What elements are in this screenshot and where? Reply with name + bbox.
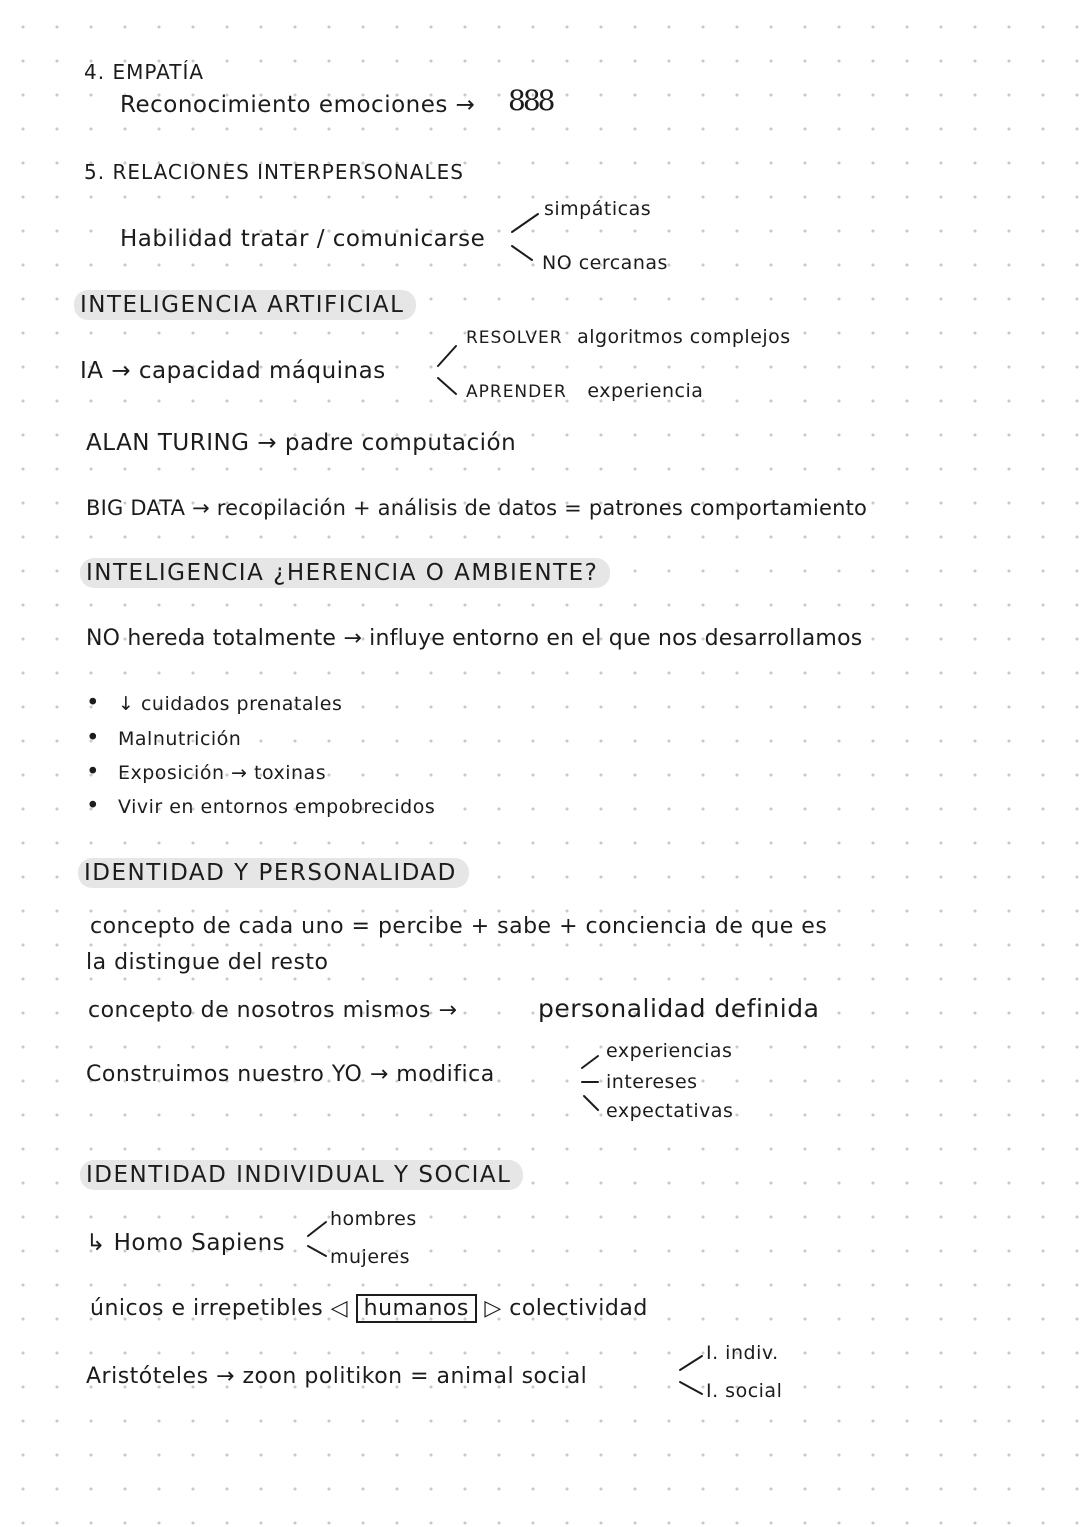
relaciones-branch-1: simpáticas — [544, 198, 652, 220]
social-line-2 — [90, 1296, 648, 1321]
ia-branch-1-rest: algoritmos complejos — [577, 326, 791, 348]
social-heading: IDENTIDAD INDIVIDUAL Y SOCIAL — [80, 1160, 523, 1190]
humanos-box: humanos — [356, 1294, 477, 1323]
list-item: ↓ cuidados prenatales — [118, 693, 343, 715]
list-item: Exposición → toxinas — [118, 762, 327, 784]
relaciones-title: 5. RELACIONES INTERPERSONALES — [84, 160, 464, 184]
social-line-3: Aristóteles → zoon politikon = animal social — [86, 1364, 588, 1389]
relaciones-line: Habilidad tratar / comunicarse — [120, 226, 486, 252]
identidad-branch-1: experiencias — [606, 1040, 733, 1062]
identidad-line-3a: concepto de nosotros mismos → — [88, 998, 458, 1023]
identidad-line-4: Construimos nuestro YO → modifica — [86, 1062, 495, 1087]
bullet-dot: • — [86, 759, 101, 785]
ia-line: IA → capacidad máquinas — [80, 358, 386, 384]
ia-bigdata: BIG DATA → recopilación + análisis de datos = patrones comportamiento — [86, 496, 868, 520]
herencia-heading: INTELIGENCIA ¿HERENCIA O AMBIENTE? — [80, 558, 610, 588]
bullet-dot: • — [86, 690, 101, 716]
empatia-line: Reconocimiento emociones → — [120, 92, 476, 118]
list-item: Vivir en entornos empobrecidos — [118, 796, 436, 818]
identidad-branch-3: expectativas — [606, 1100, 734, 1122]
identidad-heading: IDENTIDAD Y PERSONALIDAD — [78, 858, 469, 888]
herencia-line: NO hereda totalmente → influye entorno en el que nos desarrollamos — [86, 626, 863, 651]
relaciones-branch-2: NO cercanas — [542, 252, 668, 274]
ia-heading: INTELIGENCIA ARTIFICIAL — [74, 290, 416, 320]
social-branch-4: I. social — [706, 1380, 783, 1402]
identidad-line-3b: personalidad definida — [538, 994, 820, 1023]
identidad-line-1: concepto de cada uno = percibe + sabe + conciencia de que es — [90, 914, 828, 939]
ia-branch-1 — [466, 326, 791, 348]
social-line-2-a: únicos e irrepetibles ◁ — [90, 1296, 349, 1321]
ia-branch-2-rest: experiencia — [587, 380, 704, 402]
social-line-2-b: ▷ colectividad — [484, 1296, 648, 1321]
ia-turing: ALAN TURING → padre computación — [86, 430, 517, 456]
list-item: Malnutrición — [118, 728, 242, 750]
empatia-symbol: 888 — [508, 84, 553, 117]
identidad-line-2: la distingue del resto — [86, 950, 329, 975]
bullet-dot: • — [86, 793, 101, 819]
bullet-dot: • — [86, 725, 101, 751]
ia-branch-1-caps: RESOLVER — [466, 328, 563, 348]
ia-branch-2-caps: APRENDER — [466, 382, 567, 402]
social-line-1: ↳ Homo Sapiens — [86, 1230, 286, 1256]
empatia-title: 4. EMPATÍA — [84, 60, 205, 84]
identidad-branch-2: intereses — [606, 1071, 698, 1093]
social-branch-1: hombres — [330, 1208, 417, 1230]
social-branch-2: mujeres — [330, 1246, 411, 1268]
social-branch-3: I. indiv. — [706, 1342, 779, 1364]
ia-branch-2 — [466, 380, 703, 402]
